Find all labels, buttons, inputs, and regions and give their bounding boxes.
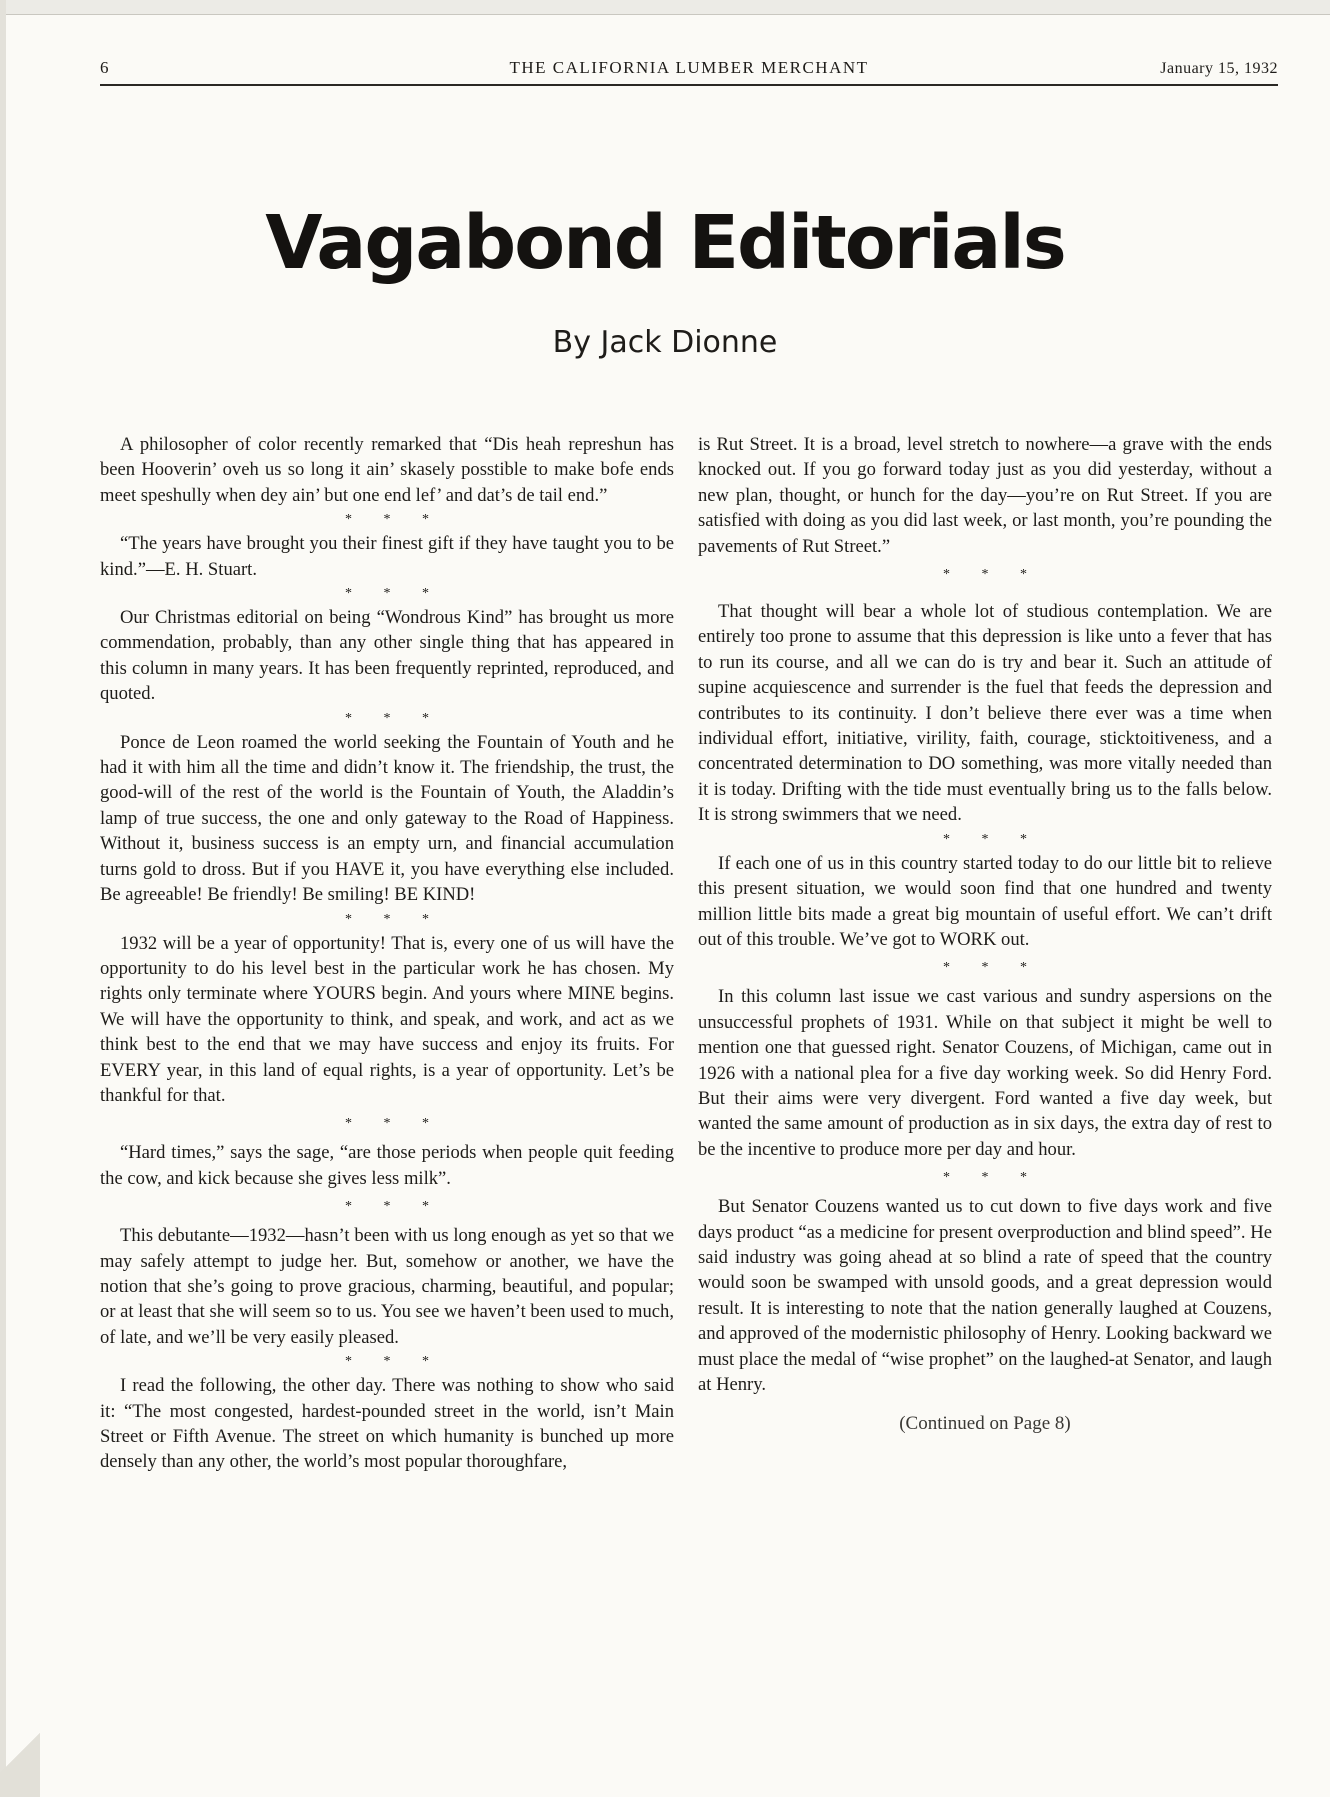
article-title: Vagabond Editorials	[265, 200, 1065, 286]
section-separator: * * *	[345, 1199, 443, 1215]
page-fold	[0, 1677, 40, 1797]
section-separator: * * *	[345, 911, 443, 927]
section-separator: * * *	[345, 512, 443, 528]
section-separator: * * *	[345, 1354, 443, 1370]
article-byline: By Jack Dionne	[552, 325, 778, 360]
paragraph: “Hard times,” says the sage, “are those periods when people quit feeding the cow, and kick because she gives less milk”.	[100, 1142, 674, 1189]
section-separator: * * *	[943, 960, 1041, 976]
paragraph: A philosopher of color recently remarked that “Dis heah represhun has been Hooverin’ oveh us so long it ain’ skasely posstible to make bofe ends meet speshully when dey ain’ but one end lef’ and dat’s de tail end.”	[100, 434, 674, 506]
paragraph: Our Christmas editorial on being “Wondrous Kind” has brought us more commendation, probably, than any other single thing that has appeared in this column in many years. It has been frequently reprinted, reproduced, and quoted.	[100, 607, 674, 705]
paragraph: “The years have brought you their finest gift if they have taught you to be kind.”—E. H. Stuart.	[100, 533, 674, 580]
publication-title: THE CALIFORNIA LUMBER MERCHANT	[509, 58, 869, 77]
section-separator: * * *	[345, 710, 443, 726]
issue-date: January 15, 1932	[1160, 60, 1278, 77]
section-separator: * * *	[345, 1116, 443, 1132]
paragraph: If each one of us in this country started today to do our little bit to relieve this present situation, we would soon find that one hundred and twenty million little bits made a great big mountain of useful effort. We can’t drift out of this trouble. We’ve got to WORK out.	[698, 852, 1272, 950]
paragraph: 1932 will be a year of opportunity! That is, every one of us will have the opportunity to do his level best in the particular work he has chosen. My rights only terminate where YOURS begin. And yours where MINE begins. We will have the opportunity to think, and speak, and work, and act as we think best to the end that we may have success and enjoy its fruits. For EVERY year, in this land of equal rights, is a year of opportunity. Let’s be thankful for that.	[100, 932, 674, 1106]
left-column	[100, 432, 674, 1475]
running-head	[100, 56, 1278, 86]
paragraph: This debutante—1932—hasn’t been with us long enough as yet so that we may safely attempt to judge her. But, somehow or another, we have the notion that she’s going to prove gracious, charming, beautiful, and popular; or at least that she will seem so to us. You see we haven’t been used to much, of late, and we’ll be very easily pleased.	[100, 1225, 674, 1348]
paragraph: is Rut Street. It is a broad, level stretch to nowhere—a grave with the ends knocked out. If you go forward today just as you did yesterday, without a new plan, thought, or hunch for the day—you’re on Rut Street. If you are satisfied with doing as you did last week, or last month, you’re pounding the pavements of Rut Street.”	[698, 434, 1272, 557]
section-separator: * * *	[943, 831, 1041, 847]
paragraph: But Senator Couzens wanted us to cut down to five days work and five days product “as a medicine for present overproduction and blind speed”. He said industry was going ahead at so blind a rate of speed that the country would soon be swamped with unsold goods, and a great depression would result. It is interesting to note that the nation generally laughed at Couzens, and approved of the modernistic philosophy of Henry. Looking backward we must place the medal of “wise prophet” on the laughed-at Senator, and laugh at Henry.	[698, 1196, 1272, 1395]
paragraph: That thought will bear a whole lot of studious contemplation. We are entirely too prone to assume that this depression is like unto a fever that has to run its course, and all we can do is try and bear it. Such an attitude of supine acquiescence and surrender is the fuel that feeds the depression and contributes to its continuity. I don’t believe there ever was a time when individual effort, initiative, virility, faith, courage, sticktoitiveness, and a concentrated determination to DO something, was more vitally needed than it is today. Drifting with the tide must eventually bring us to the falls below. It is strong swimmers that we need.	[698, 601, 1272, 826]
paragraph: Ponce de Leon roamed the world seeking the Fountain of Youth and he had it with him all the time and didn’t know it. The friendship, the trust, the good-will of the rest of the world is the Fountain of Youth, the Aladdin’s lamp of true success, the one and only gateway to the Road of Happiness. Without it, business success is an empty urn, and financial accumulation turns gold to dross. But if you HAVE it, you have everything else included. Be agreeable! Be friendly! Be smiling! BE KIND!	[100, 731, 674, 906]
page-number: 6	[100, 58, 110, 77]
section-separator: * * *	[943, 1170, 1041, 1186]
continued-note: (Continued on Page 8)	[899, 1413, 1071, 1435]
section-separator: * * *	[345, 586, 443, 602]
paragraph: In this column last issue we cast various and sundry aspersions on the unsuccessful prophets of 1931. While on that subject it might be well to mention one that guessed right. Senator Couzens, of Michigan, came out in 1926 with a national plea for a five day working week. So did Henry Ford. But their aims were very divergent. Ford wanted a five day week, but wanted the same amount of production as in six days, the extra day of rest to be the incentive to produce more per day and hour.	[698, 986, 1272, 1160]
right-column	[698, 432, 1272, 1437]
paragraph: I read the following, the other day. There was nothing to show who said it: “The most congested, hardest-pounded street in the world, isn’t Main Street or Fifth Avenue. The street on which humanity is bunched up more densely than any other, the world’s most popular thoroughfare,	[100, 1375, 674, 1473]
scan-edge	[0, 0, 1330, 15]
section-separator: * * *	[943, 567, 1041, 583]
